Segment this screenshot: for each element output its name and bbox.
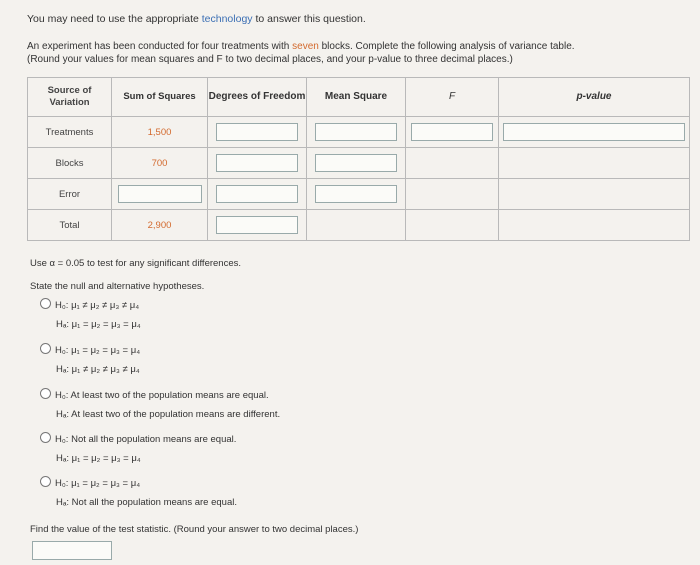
radio-button[interactable] xyxy=(40,476,51,487)
option-ha: Hₐ: μ₁ = μ₂ = μ₃ = μ₄ xyxy=(56,453,141,464)
error-ms-input[interactable] xyxy=(315,185,397,203)
instruction-suffix: to answer this question. xyxy=(252,13,366,25)
intro-blocks-count: seven xyxy=(292,41,319,52)
problem-intro xyxy=(27,40,687,66)
row-source: Blocks xyxy=(28,148,112,179)
blocks-df-input[interactable] xyxy=(216,154,298,172)
option-h0: H₀: μ₁ = μ₂ = μ₃ = μ₄ xyxy=(55,345,141,356)
radio-button[interactable] xyxy=(40,388,51,399)
table-row xyxy=(28,179,690,210)
row-source: Total xyxy=(28,210,112,241)
option-h0: H₀: μ₁ = μ₂ = μ₃ = μ₄ xyxy=(55,478,141,489)
anova-table xyxy=(27,77,690,241)
option-ha: Hₐ: Not all the population means are equal. xyxy=(56,497,237,508)
table-row xyxy=(28,210,690,241)
header-f: F xyxy=(406,78,499,117)
instruction-prefix: You may need to use the appropriate xyxy=(27,13,202,25)
row-ss-value: 2,900 xyxy=(112,210,208,241)
treatments-f-input[interactable] xyxy=(411,123,493,141)
test-statistic-input[interactable] xyxy=(32,541,112,560)
error-ss-input[interactable] xyxy=(118,185,202,203)
hypothesis-option-3[interactable] xyxy=(40,386,280,424)
hypothesis-option-5[interactable] xyxy=(40,474,237,512)
option-ha: Hₐ: At least two of the population means are different. xyxy=(56,409,281,420)
hypothesis-option-2[interactable] xyxy=(40,341,140,379)
option-h0: H₀: At least two of the population means are equal. xyxy=(55,390,269,401)
instruction-line xyxy=(27,13,366,25)
option-h0: H₀: μ₁ ≠ μ₂ ≠ μ₃ ≠ μ₄ xyxy=(55,300,140,311)
header-df: Degrees of Freedom xyxy=(208,78,307,117)
error-df-input[interactable] xyxy=(216,185,298,203)
row-ss-value: 700 xyxy=(112,148,208,179)
radio-button[interactable] xyxy=(40,298,51,309)
option-h0: H₀: Not all the population means are equal. xyxy=(55,434,237,445)
blocks-ms-input[interactable] xyxy=(315,154,397,172)
header-ms: Mean Square xyxy=(307,78,406,117)
alpha-text: Use α = 0.05 to test for any significant differences. xyxy=(30,258,241,269)
header-source: Source of Variation xyxy=(28,78,112,117)
radio-button[interactable] xyxy=(40,432,51,443)
treatments-ms-input[interactable] xyxy=(315,123,397,141)
test-statistic-prompt: Find the value of the test statistic. (Round your answer to two decimal places.) xyxy=(30,524,359,535)
intro-part2: blocks. Complete the following analysis of variance table. xyxy=(318,41,575,52)
table-header-row xyxy=(28,78,690,117)
header-ss: Sum of Squares xyxy=(112,78,208,117)
radio-button[interactable] xyxy=(40,343,51,354)
table-row xyxy=(28,148,690,179)
row-source: Treatments xyxy=(28,117,112,148)
treatments-df-input[interactable] xyxy=(216,123,298,141)
header-p: p-value xyxy=(499,78,690,117)
intro-rounding: (Round your values for mean squares and F to two decimal places, and your p-value to three decimal places.) xyxy=(27,54,513,65)
total-df-input[interactable] xyxy=(216,216,298,234)
hypothesis-option-4[interactable] xyxy=(40,430,236,468)
intro-part1: An experiment has been conducted for four treatments with xyxy=(27,41,293,52)
hypothesis-option-1[interactable] xyxy=(40,296,141,334)
option-ha: Hₐ: μ₁ ≠ μ₂ ≠ μ₃ ≠ μ₄ xyxy=(56,364,140,375)
table-row xyxy=(28,117,690,148)
treatments-p-input[interactable] xyxy=(503,123,685,141)
option-ha: Hₐ: μ₁ = μ₂ = μ₃ = μ₄ xyxy=(56,319,141,330)
technology-link[interactable]: technology xyxy=(201,13,253,25)
row-ss-value: 1,500 xyxy=(112,117,208,148)
row-source: Error xyxy=(28,179,112,210)
hypotheses-prompt: State the null and alternative hypotheses. xyxy=(30,281,205,292)
